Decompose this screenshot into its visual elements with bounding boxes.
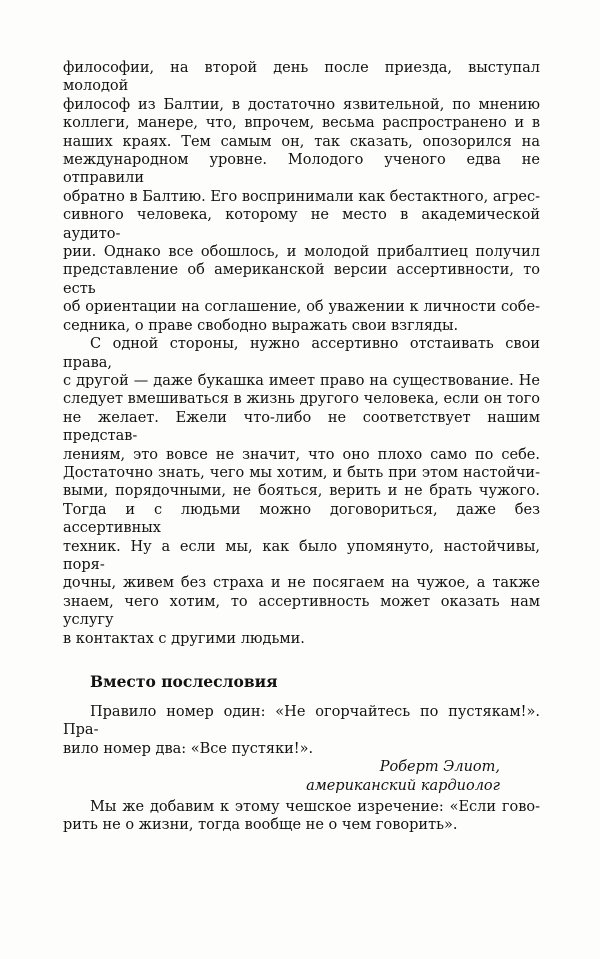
paragraph-4 bbox=[63, 798, 540, 835]
paragraph-1 bbox=[63, 59, 540, 335]
text-line: лениям, это вовсе не значит, что оно плохо само по себе. bbox=[63, 446, 540, 463]
text-line: философ из Балтии, в достаточно язвительной, по мнению bbox=[63, 96, 540, 113]
attribution bbox=[63, 758, 540, 795]
text-line: коллеги, манере, что, впрочем, весьма распространено и в bbox=[63, 115, 540, 132]
text-column bbox=[63, 59, 540, 835]
text-line: Достаточно знать, чего мы хотим, и быть при этом настойчи- bbox=[63, 464, 540, 481]
attribution-name: Роберт Элиот, bbox=[379, 759, 500, 776]
text-line: обратно в Балтию. Его воспринимали как бестактного, агрес- bbox=[63, 188, 540, 205]
text-line: седника, о праве свободно выражать свои взгляды. bbox=[63, 317, 459, 334]
text-line: техник. Ну а если мы, как было упомянуто, настойчивы, поря- bbox=[63, 538, 540, 573]
text-line: международном уровне. Молодого ученого едва не отправили bbox=[63, 152, 540, 187]
text-line: не желает. Ежели что-либо не соответствует нашим представ- bbox=[63, 409, 540, 445]
text-line: знаем, чего хотим, то ассертивность может оказать нам услугу bbox=[63, 593, 540, 629]
text-line: философии, на второй день после приезда, выступал молодой bbox=[63, 60, 540, 95]
text-line: рить не о жизни, тогда вообще не о чем говорить». bbox=[63, 817, 458, 834]
text-line: с другой — даже букашка имеет право на существование. Не bbox=[63, 372, 540, 389]
attribution-role: американский кардиолог bbox=[306, 777, 500, 794]
text-line: сивного человека, которому не место в академической аудито- bbox=[63, 207, 540, 242]
text-line: дочны, живем без страха и не посягаем на чужое, а также bbox=[63, 575, 540, 592]
text-line: наших краях. Тем самым он, так сказать, опозорился на bbox=[63, 133, 540, 150]
text-line: следует вмешиваться в жизнь другого человека, если он того bbox=[63, 391, 540, 408]
text-line: представление об американской версии ассертивности, то есть bbox=[63, 262, 540, 297]
text-line: С одной стороны, нужно ассертивно отстаивать свои права, bbox=[63, 336, 540, 371]
text-line: в контактах с другими людьми. bbox=[63, 630, 305, 647]
section-heading: Вместо послесловия bbox=[90, 672, 278, 691]
text-line: вило номер два: «Все пустяки!». bbox=[63, 740, 314, 757]
text-line: выми, порядочными, не бояться, верить и не брать чужого. bbox=[63, 483, 540, 500]
text-line: рии. Однако все обошлось, и молодой прибалтиец получил bbox=[63, 244, 540, 261]
text-line: об ориентации на соглашение, об уважении к личности собе- bbox=[63, 299, 540, 316]
paragraph-2 bbox=[63, 335, 540, 648]
text-line: Тогда и с людьми можно договориться, даже без ассертивных bbox=[63, 501, 540, 537]
paragraph-3 bbox=[63, 703, 540, 758]
text-line: Правило номер один: «Не огорчайтесь по пустякам!». Пра- bbox=[63, 704, 540, 739]
text-line: Мы же добавим к этому чешское изречение: «Если гово- bbox=[90, 799, 540, 816]
